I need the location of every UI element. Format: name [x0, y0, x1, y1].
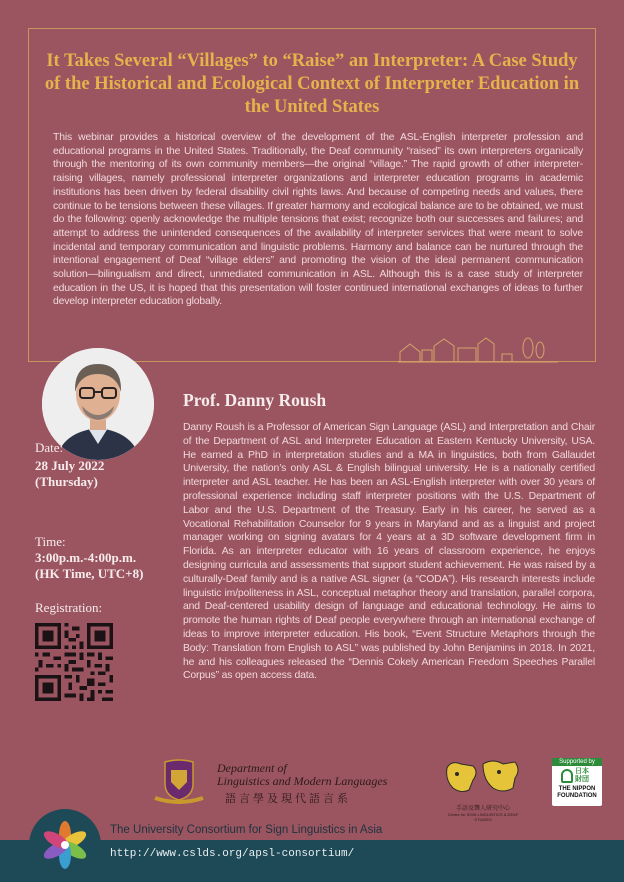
time-label: Time: — [35, 534, 66, 549]
nippon-supported-by: Supported by — [552, 758, 602, 766]
cuhk-crest-logo — [151, 758, 207, 804]
consortium-name: The University Consortium for Sign Linguistics in Asia — [110, 824, 383, 836]
time-line: 3:00p.m.-4:00p.m. — [35, 550, 137, 565]
timezone-line: (HK Time, UTC+8) — [35, 566, 144, 581]
csls-logo — [443, 758, 523, 822]
csls-english-name: Centre for SIGN LINGUISTICS & DEAF STUDIES — [447, 812, 519, 822]
nippon-name-line2: FOUNDATION — [557, 793, 597, 799]
registration-label: Registration: — [35, 600, 103, 615]
village-illustration — [398, 334, 558, 364]
date-label: Date: — [35, 440, 64, 455]
day-line: (Thursday) — [35, 474, 98, 489]
consortium-url-link[interactable]: http://www.cslds.org/apsl-consortium/ — [110, 848, 355, 860]
date-line: 28 July 2022 — [35, 458, 105, 473]
speaker-bio: Danny Roush is a Professor of American Sign Language (ASL) and Interpretation and Chair of the Department of ASL and Interpreter Education at Eastern Kentucky University, USA. He earned a PhD in interpretation studies and a MA in linguistics, both from Gallaudet University, the nation’s only ASL & English bilingual university. He is a nationally certified interpreter and ASL teacher. He has been an ASL-English interpreter with over 30 years of professional experience including staff interpreter positions with the U.S. Department of Labor and the U.S. Department of the Treasury. Early in his career, he served as a Vocational Rehabilitation Counselor for 9 years in Maryland and as a linguist and project manager working on signing avatars for 4 years at a 3D software development firm in Florida. As an interpreter educator with 16 years of classroom experience, he enjoys designing curricula and assessments that support student achievement. He was raised by a culturally-Deaf family and is a native ASL signer (a “CODA”). His research interests include linguistic im/politeness in ASL, conceptual metaphor theory and translation, parallel corpora, and Deaf-centered usability design of language and educational technology. He aims to promote the human rights of Deaf people everywhere through an international exchange of ideas to improve interpreter education. His book, “Event Structure Metaphors through the Body: Translation from English to ASL” was published by John Benjamins in 2018. In 2021, he and his colleagues released the “Dennis Cokely American Freedom Speeches Parallel Corpus” as open access data. — [183, 422, 595, 682]
time-value — [35, 550, 143, 582]
csls-chinese-name: 手語及聾人研究中心 — [455, 806, 510, 812]
department-chinese-name: 語言學及現代語言系 — [225, 793, 351, 805]
date-value — [35, 458, 104, 490]
nippon-name-line1: THE NIPPON — [558, 786, 596, 792]
department-line1: Department of — [217, 761, 287, 775]
page-title: It Takes Several “Villages” to “Raise” an Interpreter: A Case Study of the Historical and Ecological Context of Interpreter Education in the United States — [44, 51, 580, 117]
department-name — [217, 762, 387, 788]
nippon-emblem-icon — [561, 769, 573, 783]
csls-hands-icon — [443, 758, 523, 798]
speaker-name: Prof. Danny Roush — [183, 390, 327, 410]
department-line2: Linguistics and Modern Languages — [217, 774, 388, 788]
registration-qr-code[interactable] — [35, 623, 113, 701]
abstract-text: This webinar provides a historical overview of the development of the ASL-English interpreter profession and educational programs in the United States. Traditionally, the Deaf community “raised” its own interpreters organically through the mentoring of its own community members—the original “village.” The rapid growth of other interpreter-raising villages, namely professional interpreter organizations and interpreter education programs in academic institutions has been driven by federal disability civil rights laws. And because of competing needs and values, there continue to be tensions between these villages. If greater harmony and ecological balance are to be obtained, we must do the following: openly acknowledge the multiple tensions that exist; recognize both our successes and failures; and attempt to address the unintended consequences of the availability of interpreter services that were meant to solve incidental and temporary communication and linguistic problems. Harmony and balance can be nurtured through the intentional engagement of Deaf “village elders” and promoting the vision of the ideal permanent communication solution—bilingualism and direct, unmediated communication in ASL. Although this is a case study of interpreter education in the US, it is hoped that this presentation will foster continued international exchanges of ideas to further develop interpreter education globally. — [53, 132, 583, 308]
nippon-japanese-name: 日本財団 — [575, 768, 589, 783]
consortium-flower-logo — [28, 808, 102, 882]
nippon-foundation-logo — [552, 758, 602, 806]
